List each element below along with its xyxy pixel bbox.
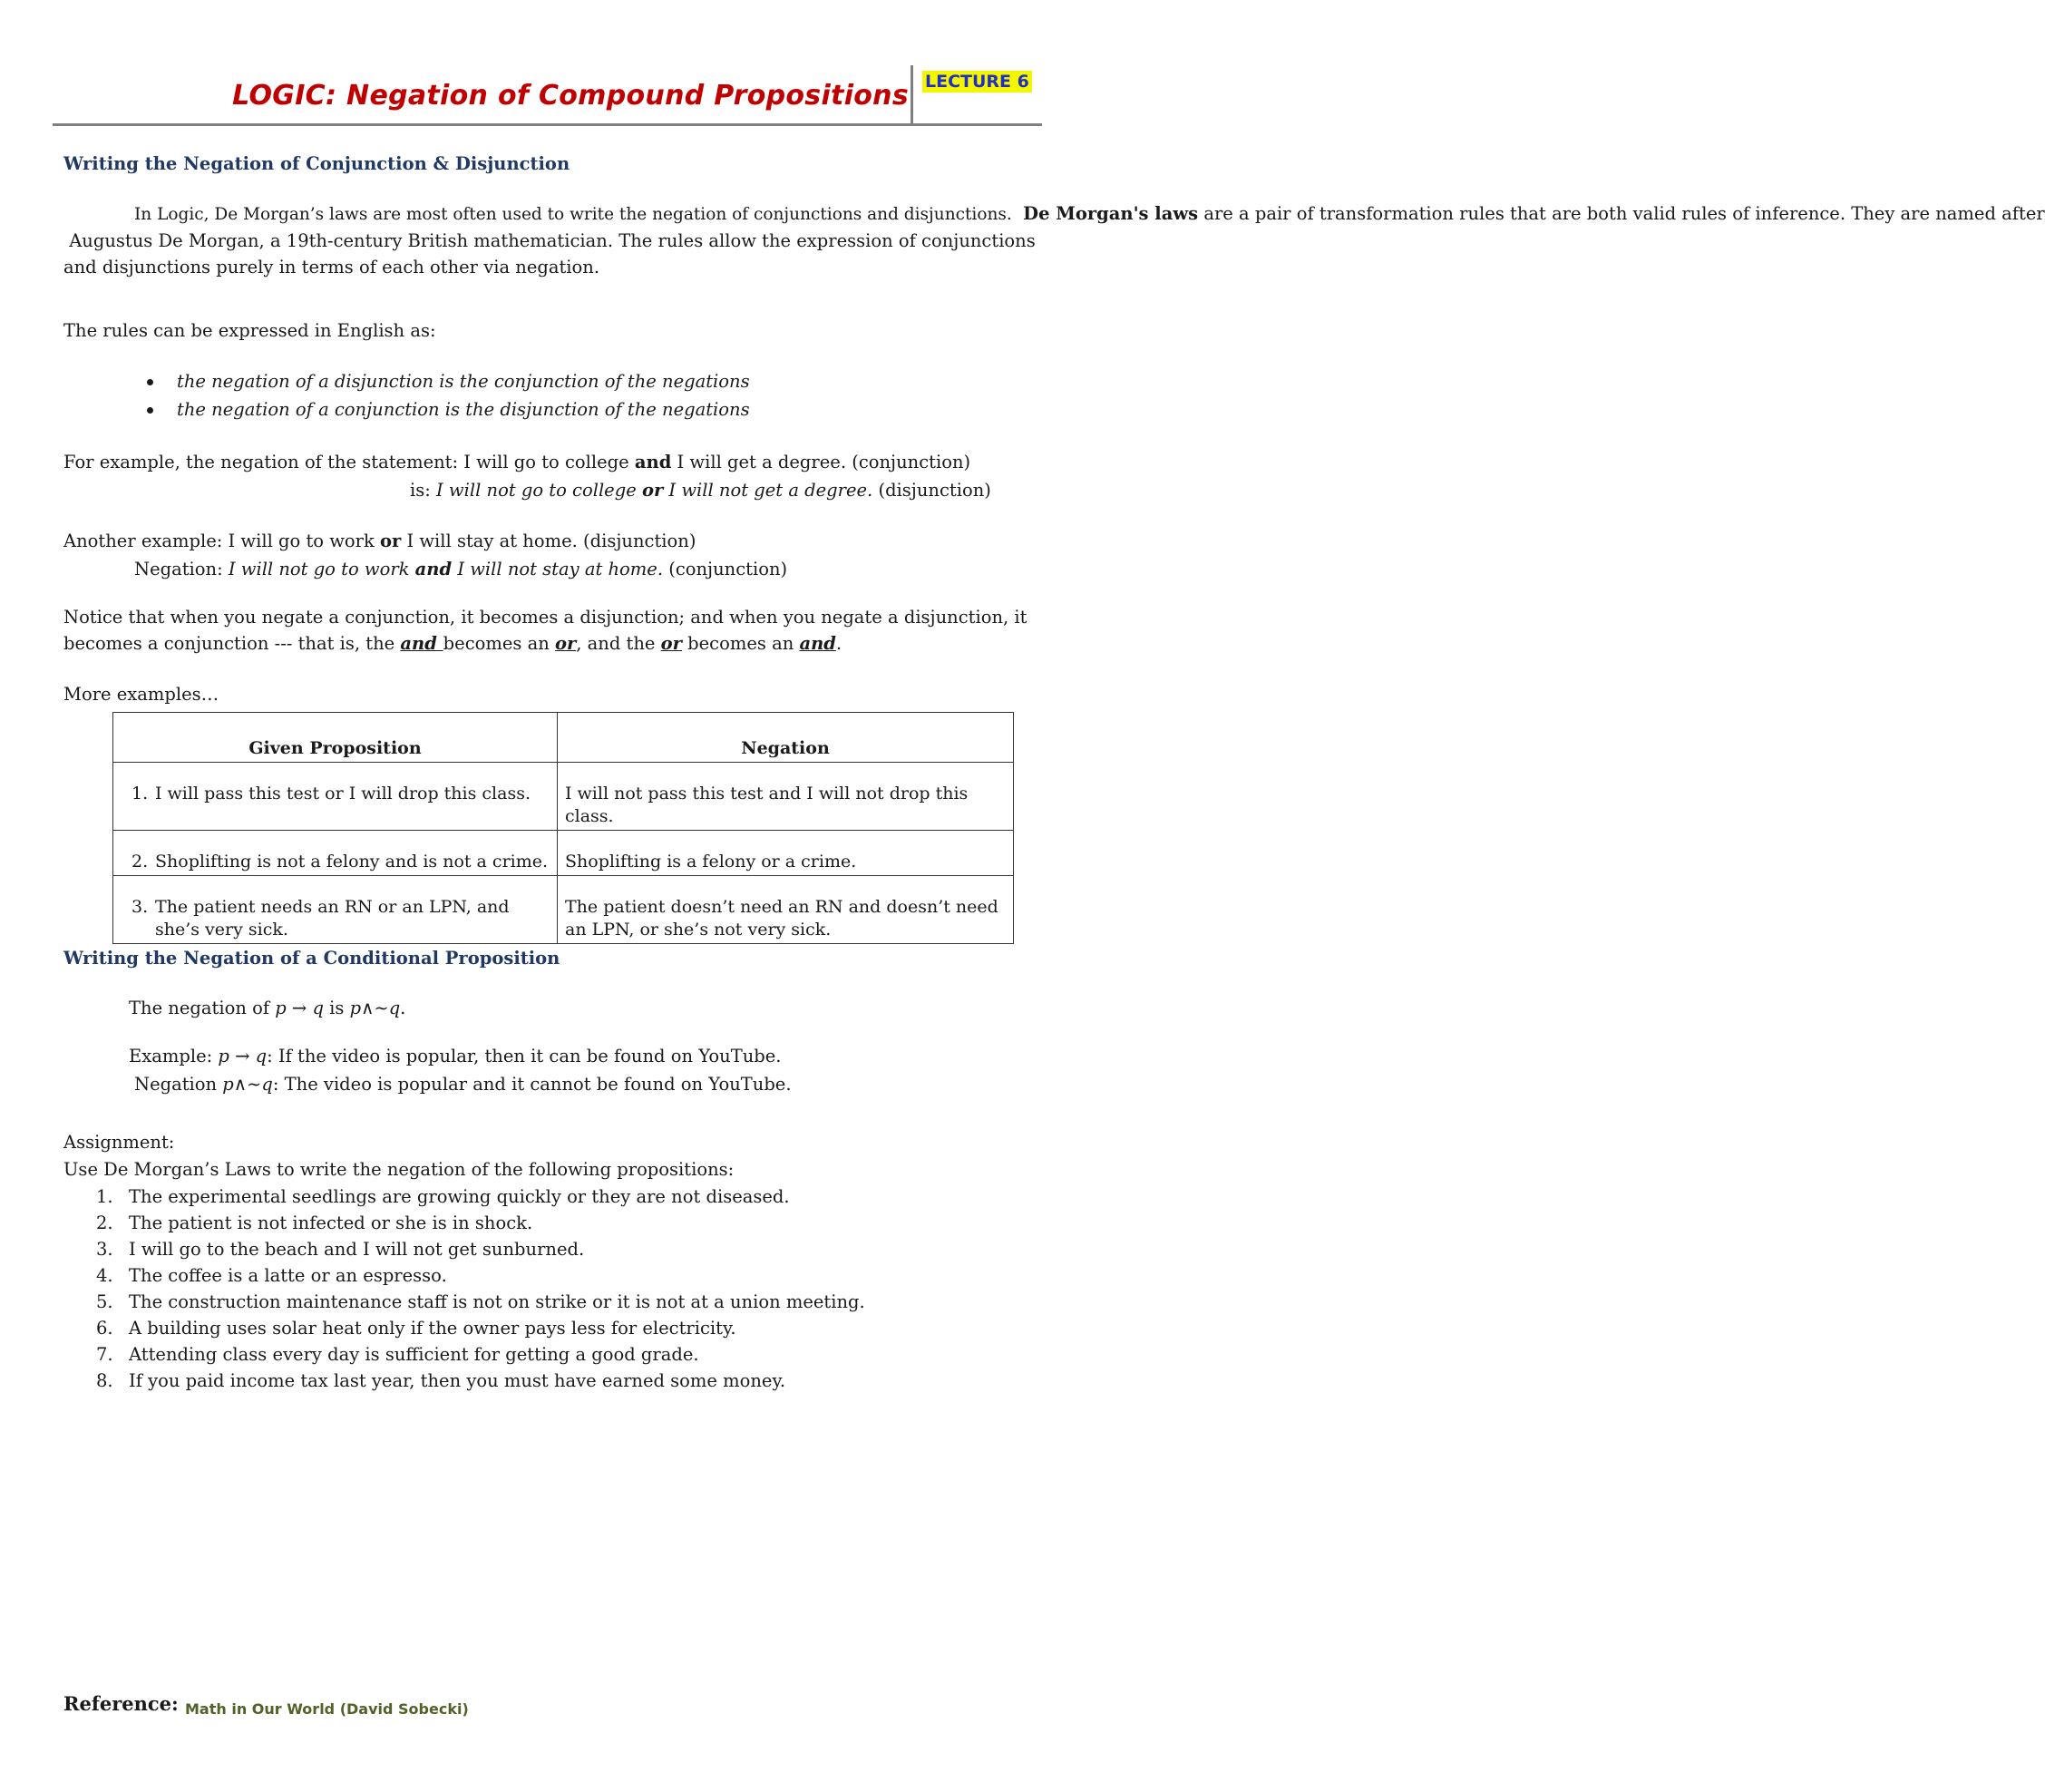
assignment-title: Assignment: xyxy=(63,1132,175,1153)
example-expr: p → q xyxy=(218,1046,268,1066)
given-text: The patient needs an RN or an LPN, and she’s very sick. xyxy=(155,897,510,940)
intro-rest-3: and disjunctions purely in terms of each other via negation. xyxy=(63,257,600,278)
conditional-negation xyxy=(134,1071,792,1097)
bullet-item: the negation of a disjunction is the conjunction of the negations xyxy=(177,371,750,392)
example1-is-label: is: xyxy=(410,480,437,501)
item-number: 5. xyxy=(96,1291,113,1312)
section-title-conjunction-disjunction: Writing the Negation of Conjunction & Disjunction xyxy=(63,153,570,174)
list-item xyxy=(96,1210,865,1236)
notice-text-d: becomes an xyxy=(681,633,800,654)
example2-and: and xyxy=(414,559,453,579)
example1-neg-b: I will not get a degree. xyxy=(663,480,873,501)
example2-neg-type: (conjunction) xyxy=(663,559,788,579)
table-cell-given xyxy=(113,763,558,831)
rule-expr: p → q xyxy=(275,998,324,1018)
section-title-conditional: Writing the Negation of a Conditional Proposition xyxy=(63,948,560,969)
intro-rest-1: are a pair of transformation rules that are both valid rules of inference. They are named after xyxy=(1198,203,2045,224)
example2-statement xyxy=(63,528,696,554)
table-cell-negation: The patient doesn’t need an RN and doesn’t need an LPN, or she’s not very sick. xyxy=(558,876,1014,944)
item-text: Attending class every day is sufficient for getting a good grade. xyxy=(129,1344,699,1365)
intro-bold: De Morgan's laws xyxy=(1023,203,1199,224)
negation-text: : The video is popular and it cannot be found on YouTube. xyxy=(272,1074,792,1095)
assignment-instruction: Use De Morgan’s Laws to write the negation of the following propositions: xyxy=(63,1159,735,1180)
item-text: I will go to the beach and I will not get sunburned. xyxy=(129,1239,585,1260)
lecture-badge: LECTURE 6 xyxy=(922,71,1032,93)
list-item xyxy=(96,1341,865,1368)
item-number: 2. xyxy=(96,1213,113,1233)
list-item xyxy=(96,1368,865,1394)
list-item xyxy=(96,1315,865,1341)
item-number: 8. xyxy=(96,1370,113,1391)
example2-neg-label: Negation: xyxy=(134,559,229,579)
item-text: The coffee is a latte or an espresso. xyxy=(129,1265,447,1286)
negation-label: Negation xyxy=(134,1074,223,1095)
item-text: If you paid income tax last year, then you must have earned some money. xyxy=(129,1370,786,1391)
conditional-negation-rule xyxy=(129,995,405,1021)
item-text: The construction maintenance staff is not on strike or it is not at a union meeting. xyxy=(129,1291,865,1312)
list-item xyxy=(96,1262,865,1289)
example1-or: or xyxy=(641,480,664,501)
reference-label: Reference: xyxy=(63,1692,179,1715)
example2-or: or xyxy=(379,531,402,551)
item-text: A building uses solar heat only if the owner pays less for electricity. xyxy=(129,1318,736,1339)
table-row xyxy=(113,763,1014,831)
reference-text: Math in Our World (David Sobecki) xyxy=(185,1700,469,1718)
notice-line-1: Notice that when you negate a conjunction, it becomes a disjunction; and when you negate a disjunction, it xyxy=(63,607,1027,628)
rule-text-b: is xyxy=(323,998,350,1018)
notice-and-1: and xyxy=(400,633,443,654)
list-item xyxy=(96,1236,865,1262)
list-item xyxy=(96,1183,865,1210)
notice-and-2: and xyxy=(799,633,836,654)
examples-table xyxy=(112,712,1014,944)
notice-text-e: . xyxy=(835,633,842,654)
table-cell-given xyxy=(113,876,558,944)
header-divider-horizontal xyxy=(53,123,1042,126)
given-text: I will pass this test or I will drop this class. xyxy=(155,784,531,803)
example2-neg-a: I will not go to work xyxy=(228,559,415,579)
example2-text-a: Another example: I will go to work xyxy=(63,531,380,551)
notice-line-2 xyxy=(63,630,1027,657)
notice-or-2: or xyxy=(660,633,682,654)
item-text: The experimental seedlings are growing quickly or they are not diseased. xyxy=(129,1186,790,1207)
notice-text-a: becomes a conjunction --- that is, the xyxy=(63,633,401,654)
page-title: LOGIC: Negation of Compound Propositions xyxy=(232,80,909,112)
example1-text-a: For example, the negation of the statement: I will go to college xyxy=(63,452,635,472)
notice-text-b: becomes an xyxy=(443,633,555,654)
example1-neg-a: I will not go to college xyxy=(436,480,642,501)
table-cell-negation: Shoplifting is a felony or a crime. xyxy=(558,831,1014,876)
table-header-row xyxy=(113,713,1014,763)
more-examples-label: More examples… xyxy=(63,684,219,705)
item-number: 7. xyxy=(96,1344,113,1365)
row-number: 2. xyxy=(131,852,149,872)
example-label: Example: xyxy=(129,1046,219,1066)
bullet-icon xyxy=(147,407,153,414)
table-cell-given xyxy=(113,831,558,876)
example2-neg-b: I will not stay at home. xyxy=(452,559,664,579)
intro-paragraph xyxy=(63,200,2045,280)
item-number: 3. xyxy=(96,1239,113,1260)
row-number: 1. xyxy=(131,784,149,803)
example1-neg-type: (disjunction) xyxy=(872,480,991,501)
notice-text-c: , and the xyxy=(576,633,661,654)
assignment-list xyxy=(96,1183,865,1394)
intro-rest-2: Augustus De Morgan, a 19th-century British mathematician. The rules allow the expression of conjunctions xyxy=(69,230,1036,251)
notice-paragraph xyxy=(63,604,1027,657)
example1-statement xyxy=(63,449,970,475)
table-row xyxy=(113,831,1014,876)
rule-neg-expr: p∧∼q xyxy=(349,998,401,1018)
header-divider-vertical xyxy=(911,65,913,125)
item-number: 1. xyxy=(96,1186,113,1207)
example1-text-b: I will get a degree. (conjunction) xyxy=(671,452,971,472)
item-number: 6. xyxy=(96,1318,113,1339)
item-number: 4. xyxy=(96,1265,113,1286)
example1-and: and xyxy=(634,452,672,472)
list-item xyxy=(96,1289,865,1315)
bullet-icon xyxy=(147,379,153,385)
rule-text-c: . xyxy=(400,998,406,1018)
table-row xyxy=(113,876,1014,944)
table-cell-negation: I will not pass this test and I will not drop this class. xyxy=(558,763,1014,831)
table-header-negation: Negation xyxy=(558,713,1014,763)
table-header-given: Given Proposition xyxy=(113,713,558,763)
intro-plain: In Logic, De Morgan’s laws are most often used to write the negation of conjunctions and disjunctions. xyxy=(134,205,1012,224)
bullet-item: the negation of a conjunction is the disjunction of the negations xyxy=(177,399,750,420)
row-number: 3. xyxy=(131,897,149,917)
given-text: Shoplifting is not a felony and is not a crime. xyxy=(155,852,549,872)
example2-negation xyxy=(134,556,787,582)
rule-text-a: The negation of xyxy=(129,998,276,1018)
example-text: : If the video is popular, then it can be found on YouTube. xyxy=(267,1046,782,1066)
example1-negation xyxy=(410,477,991,503)
item-text: The patient is not infected or she is in shock. xyxy=(129,1213,533,1233)
conditional-example xyxy=(129,1043,781,1069)
rules-intro: The rules can be expressed in English as: xyxy=(63,320,436,341)
example2-text-b: I will stay at home. (disjunction) xyxy=(401,531,696,551)
negation-expr: p∧∼q xyxy=(222,1074,273,1095)
notice-or-1: or xyxy=(554,633,577,654)
